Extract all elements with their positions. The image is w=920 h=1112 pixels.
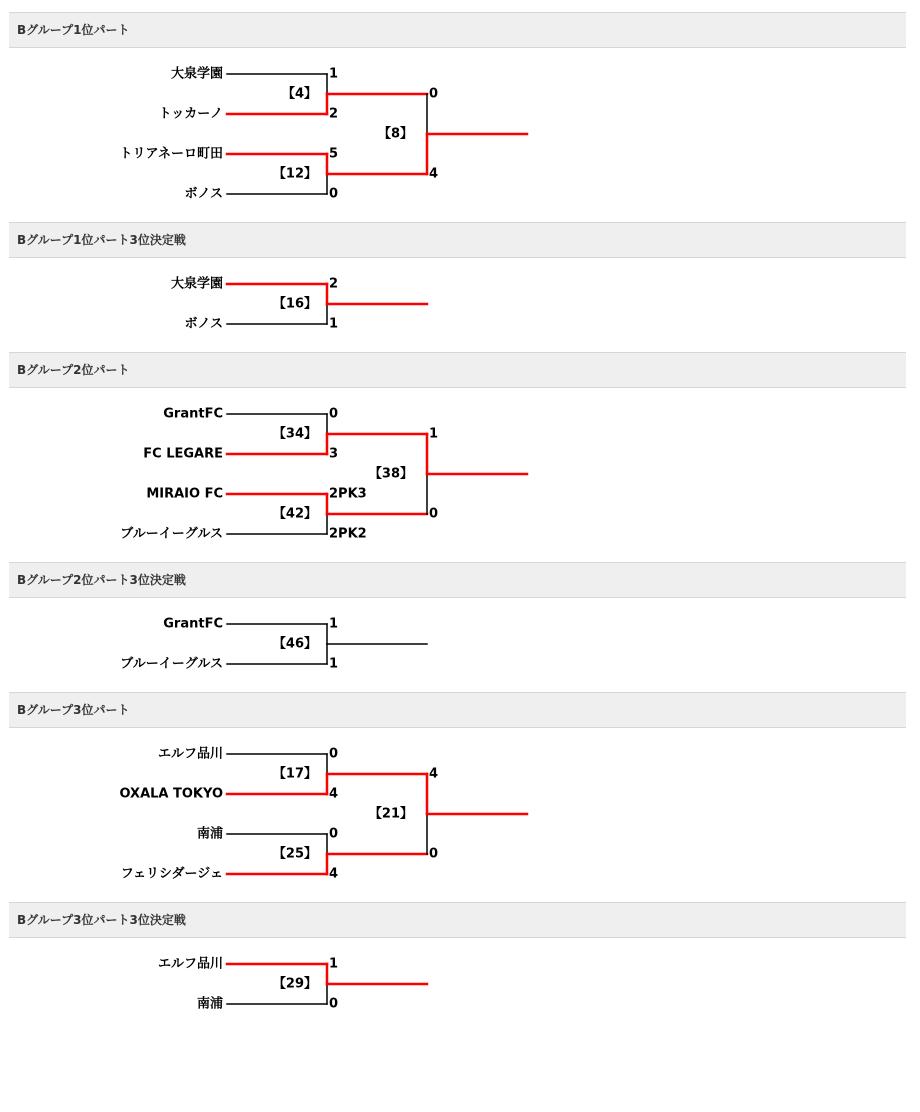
team-name: ボノス bbox=[184, 186, 223, 202]
team-score: 0 bbox=[329, 186, 339, 202]
team-score: 4 bbox=[329, 866, 339, 882]
match-number: 【12】 bbox=[272, 166, 317, 182]
match-number: 【46】 bbox=[272, 636, 317, 652]
section-title: Bグループ2位パート bbox=[17, 363, 130, 377]
team-score: 5 bbox=[329, 146, 339, 162]
team-name: GrantFC bbox=[163, 616, 223, 632]
team-name: トリアネーロ町田 bbox=[119, 146, 223, 162]
team-name: ボノス bbox=[184, 316, 223, 332]
section-title: Bグループ2位パート3位決定戦 bbox=[17, 573, 186, 587]
team-name: 大泉学園 bbox=[170, 276, 223, 292]
match-number: 【16】 bbox=[272, 296, 317, 312]
section-title: Bグループ1位パート bbox=[17, 23, 130, 37]
team-score: 1 bbox=[329, 316, 339, 332]
team-name: フェリシダージェ bbox=[120, 866, 223, 882]
team-name: エルフ品川 bbox=[157, 956, 223, 972]
team-score: 2 bbox=[329, 106, 339, 122]
match-number: 【25】 bbox=[272, 846, 317, 862]
team-score: 1 bbox=[329, 66, 339, 82]
section-title: Bグループ3位パート bbox=[17, 703, 130, 717]
final-score: 4 bbox=[429, 166, 439, 182]
team-name: エルフ品川 bbox=[157, 746, 223, 762]
final-score: 0 bbox=[429, 506, 439, 522]
match-number: 【4】 bbox=[281, 86, 317, 102]
team-name: ブルーイーグルス bbox=[120, 526, 223, 542]
team-score: 2PK3 bbox=[329, 486, 367, 502]
match-number: 【29】 bbox=[272, 976, 317, 992]
final-score: 4 bbox=[429, 766, 439, 782]
match-number: 【8】 bbox=[377, 126, 413, 142]
team-score: 0 bbox=[329, 996, 339, 1012]
match-number: 【34】 bbox=[272, 426, 317, 442]
match-number: 【42】 bbox=[272, 506, 317, 522]
match-number: 【21】 bbox=[368, 806, 413, 822]
team-score: 0 bbox=[329, 746, 339, 762]
bracket-svg bbox=[0, 352, 920, 562]
team-score: 3 bbox=[329, 446, 339, 462]
team-score: 0 bbox=[329, 406, 339, 422]
bracket-svg bbox=[0, 902, 920, 1112]
team-score: 1 bbox=[329, 956, 339, 972]
team-score: 2PK2 bbox=[329, 526, 367, 542]
team-name: MIRAIO FC bbox=[146, 486, 223, 502]
team-name: GrantFC bbox=[163, 406, 223, 422]
team-score: 2 bbox=[329, 276, 339, 292]
section-title: Bグループ3位パート3位決定戦 bbox=[17, 913, 186, 927]
team-name: ブルーイーグルス bbox=[120, 656, 223, 672]
team-name: FC LEGARE bbox=[143, 446, 223, 462]
match-number: 【17】 bbox=[272, 766, 317, 782]
bracket-svg bbox=[0, 692, 920, 902]
team-score: 4 bbox=[329, 786, 339, 802]
final-score: 1 bbox=[429, 426, 439, 442]
bracket-svg bbox=[0, 12, 920, 222]
section-title: Bグループ1位パート3位決定戦 bbox=[17, 233, 186, 247]
team-name: 大泉学園 bbox=[170, 66, 223, 82]
team-name: トッカーノ bbox=[158, 106, 223, 122]
team-score: 1 bbox=[329, 616, 339, 632]
match-number: 【38】 bbox=[368, 466, 413, 482]
team-name: OXALA TOKYO bbox=[119, 786, 223, 802]
final-score: 0 bbox=[429, 86, 439, 102]
team-score: 0 bbox=[329, 826, 339, 842]
team-name: 南浦 bbox=[196, 826, 223, 842]
team-score: 1 bbox=[329, 656, 339, 672]
final-score: 0 bbox=[429, 846, 439, 862]
team-name: 南浦 bbox=[196, 996, 223, 1012]
